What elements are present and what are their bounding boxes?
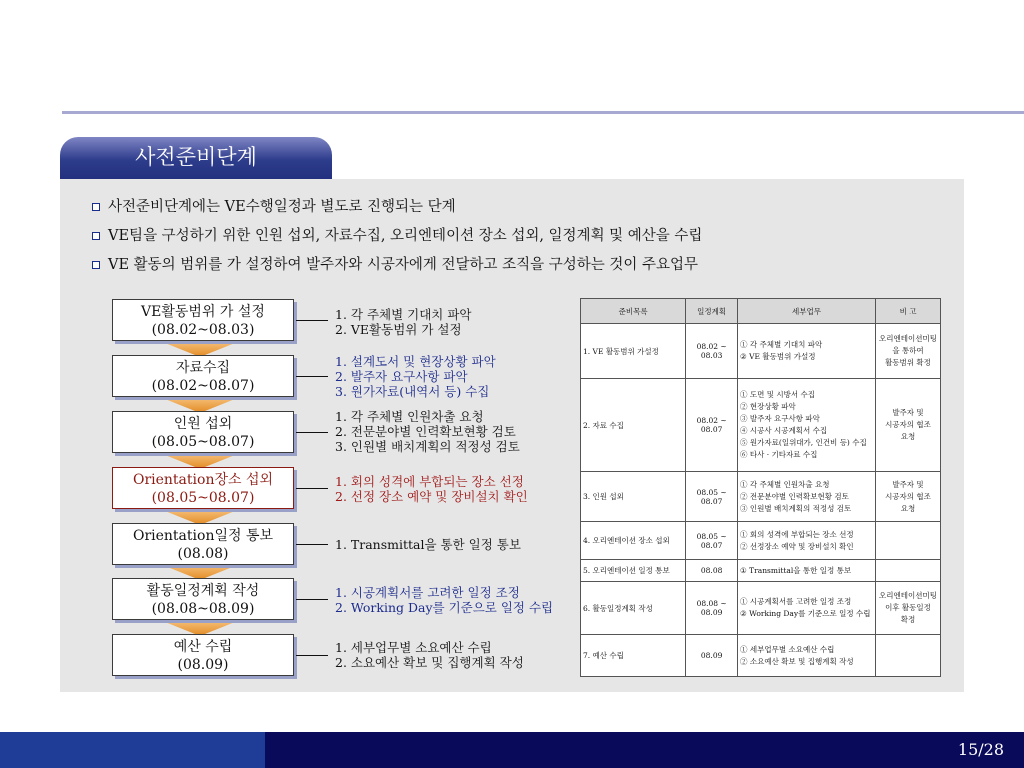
step-description [335,307,472,337]
table-cell-item: 1. VE 활동범위 가설정 [581,324,686,379]
desc-line: 1. 세부업무별 소요예산 수립 [335,640,492,655]
table-cell-schedule: 08.02 ~ 08.07 [686,379,738,472]
bullet-text: 사전준비단계에는 VE수행일정과 별도로 진행되는 단계 [108,199,456,215]
table-cell-schedule: 08.05 ~ 08.07 [686,472,738,522]
table-cell-schedule: 08.08 ~ 08.09 [686,582,738,635]
step-period: (08.08~08.09) [151,601,255,617]
table-row [581,522,941,560]
section-title: 사전준비단계 [60,137,332,179]
step-box-schedule [112,578,294,620]
step-box-venue [112,467,294,509]
table-cell-item: 5. 오리엔테이션 일정 통보 [581,560,686,582]
table-cell-item: 4. 오리엔테이션 장소 섭외 [581,522,686,560]
bullet-item [92,191,702,220]
task-line: ① Transmittal을 통한 일정 통보 [740,565,852,575]
step-description [335,585,553,615]
step-box-budget [112,634,294,676]
step-title: 자료수집 [175,360,231,376]
note-line: 오리엔테이션미팅 [879,591,937,600]
task-line: ⑤ 원가자료(일위대가, 인건비 등) 수집 [740,438,867,447]
desc-line: 2. 선정 장소 예약 및 장비설치 확인 [335,489,528,504]
bullet-text: VE팀을 구성하기 위한 인원 섭외, 자료수집, 오리엔테이션 장소 섭외, 일정계획 및 예산을 수립 [108,228,703,244]
table-header-cell: 일정계획 [686,299,738,324]
task-line: ① 세부업무별 소요예산 수립 [740,644,835,654]
table-cell-note [876,560,941,582]
table-cell-tasks [738,560,876,582]
preparation-table [580,298,941,677]
step-box-staffing [112,411,294,453]
table-cell-note [876,472,941,522]
task-line: ⑥ 타사 · 기타자료 수집 [740,450,818,459]
desc-line: 1. 설계도서 및 현장상황 파악 [335,354,496,369]
task-line: ① 각 주체별 인원차출 요청 [740,479,830,489]
desc-line: 2. 전문분야별 인력확보현황 검토 [335,424,516,439]
table-cell-schedule: 08.09 [686,635,738,677]
table-cell-note [876,379,941,472]
step-box-data-collection [112,355,294,397]
note-line: 발주자 및 [892,479,924,489]
task-line: ② 소요예산 확보 및 집행계획 작성 [740,656,854,666]
step-title: 예산 수립 [173,639,233,655]
table-cell-tasks [738,324,876,379]
task-line: ② 전문분야별 인력확보현황 검토 [740,491,849,501]
task-line: ② 선정장소 예약 및 장비설치 확인 [740,541,854,551]
footer-accent [0,732,265,768]
note-line: 요청 [900,432,916,441]
desc-line: 2. 발주자 요구사항 파악 [335,369,468,384]
connector-line [296,432,328,433]
step-period: (08.05~08.07) [151,434,255,450]
step-title: Orientation장소 섭외 [132,472,274,488]
connector-line [296,488,328,489]
note-line: 을 통하여 [892,346,924,355]
step-period: (08.02~08.03) [151,322,255,338]
note-line: 활동범위 확정 [885,358,931,367]
table-cell-item: 3. 인원 섭외 [581,472,686,522]
connector-line [296,599,328,600]
connector-line [296,655,328,656]
bullet-list [92,191,702,278]
square-bullet-icon [92,232,100,240]
step-title: 인원 섭외 [173,416,233,432]
task-line: ③ 발주자 요구사항 파악 [740,414,820,423]
desc-line: 3. 인원별 배치계획의 적정성 검토 [335,439,520,454]
step-description [335,537,521,552]
connector-line [296,376,328,377]
header-divider [62,111,1024,114]
step-period: (08.05~08.07) [151,490,255,506]
desc-line: 2. Working Day를 기준으로 일정 수립 [335,600,554,615]
table-row [581,560,941,582]
task-line: ③ 인원별 배치계획의 적정성 검토 [740,503,852,513]
desc-line: 1. Transmittal을 통한 일정 통보 [335,537,521,552]
note-line: 발주자 및 [892,408,924,417]
task-line: ② VE 활동범위 가설정 [740,352,816,361]
bullet-text: VE 활동의 범위를 가 설정하여 발주자와 시공자에게 전달하고 조직을 구성하는 것이 주요업무 [108,257,699,273]
note-line: 시공자의 협조 [885,420,931,429]
note-line: 확정 [900,615,916,624]
table-header-cell: 준비목록 [581,299,686,324]
table-row [581,472,941,522]
step-title: Orientation일정 통보 [132,528,274,544]
desc-line: 1. 각 주체별 인원차출 요청 [335,409,484,424]
table-header-cell: 비 고 [876,299,941,324]
task-line: ④ 시공사 시공계획서 수집 [740,426,828,435]
step-description [335,354,496,399]
task-line: ② Working Day를 기준으로 일정 수립 [740,609,871,618]
table-cell-schedule: 08.05 ~ 08.07 [686,522,738,560]
bullet-item [92,249,702,278]
note-line: 이후 활동일정 [885,603,931,612]
table-cell-tasks [738,472,876,522]
table-cell-schedule: 08.08 [686,560,738,582]
table-cell-tasks [738,379,876,472]
step-period: (08.08) [177,546,229,562]
desc-line: 2. 소요예산 확보 및 집행계획 작성 [335,655,524,670]
table-cell-schedule: 08.02 ~ 08.03 [686,324,738,379]
step-description [335,640,524,670]
table-cell-note [876,324,941,379]
table-row [581,379,941,472]
page-number: 15/28 [957,740,1004,759]
task-line: ① 각 주체별 기대치 파악 [740,340,823,349]
task-line: ① 도면 및 시방서 수집 [740,390,816,399]
note-line: 요청 [900,503,916,513]
note-line: 오리엔테이션미팅 [879,334,937,343]
desc-line: 3. 원가자료(내역서 등) 수집 [335,384,490,399]
connector-line [296,544,328,545]
task-line: ② 현장상황 파악 [740,402,796,411]
table-cell-tasks [738,635,876,677]
square-bullet-icon [92,203,100,211]
task-line: ① 시공계획서를 고려한 일정 조정 [740,597,852,606]
table-cell-tasks [738,522,876,560]
step-description [335,474,528,504]
table-row [581,582,941,635]
connector-line [296,320,328,321]
note-line: 시공자의 협조 [885,491,931,501]
desc-line: 1. 각 주체별 기대치 파악 [335,307,472,322]
step-period: (08.09) [177,657,229,673]
bullet-item [92,220,702,249]
table-cell-note [876,635,941,677]
task-line: ① 회의 성격에 부합되는 장소 선정 [740,529,854,539]
table-header-cell: 세부업무 [738,299,876,324]
square-bullet-icon [92,261,100,269]
table-cell-item: 2. 자료 수집 [581,379,686,472]
table-header-row [581,299,941,324]
step-box-scope [112,299,294,341]
step-title: VE활동범위 가 설정 [141,304,265,320]
step-description [335,409,520,454]
desc-line: 1. 회의 성격에 부합되는 장소 선정 [335,474,524,489]
table-cell-tasks [738,582,876,635]
table-row [581,324,941,379]
step-title: 활동일정계획 작성 [146,583,260,599]
table-cell-item: 6. 활동일정계획 작성 [581,582,686,635]
table-row [581,635,941,677]
table-cell-note [876,522,941,560]
step-box-notice [112,523,294,565]
table-cell-item: 7. 예산 수립 [581,635,686,677]
step-period: (08.02~08.07) [151,378,255,394]
desc-line: 1. 시공계획서를 고려한 일정 조정 [335,585,520,600]
desc-line: 2. VE활동범위 가 설정 [335,322,462,337]
table-cell-note [876,582,941,635]
